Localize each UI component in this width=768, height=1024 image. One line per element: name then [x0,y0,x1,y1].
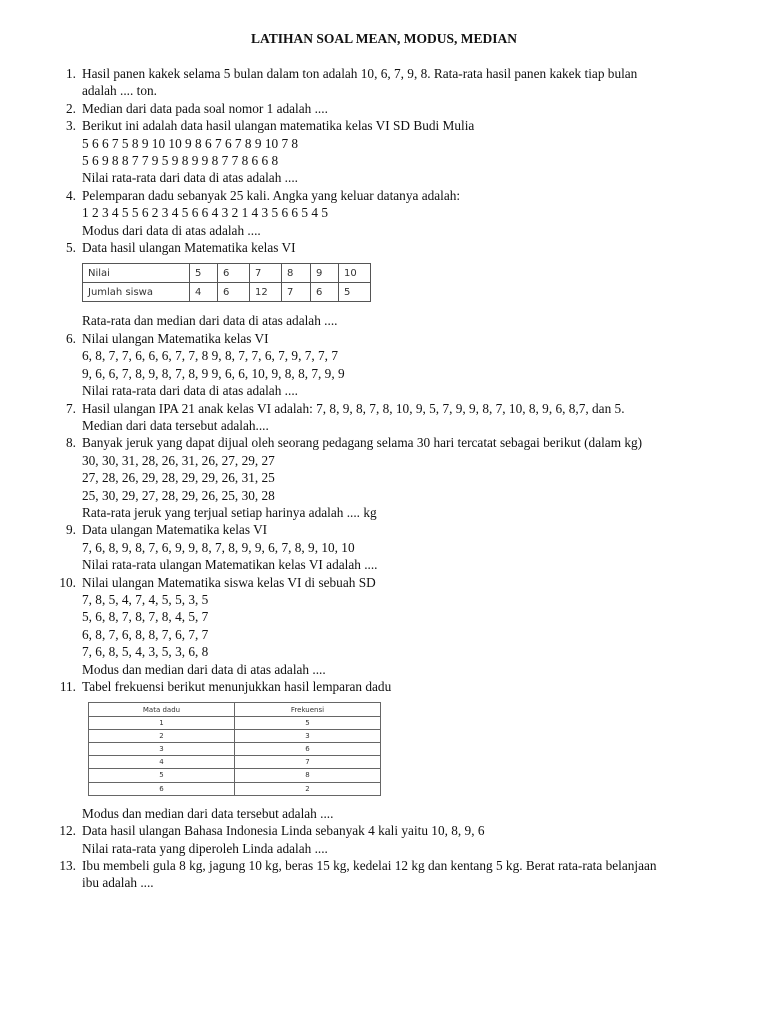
table-cell: 7 [282,283,311,302]
question-prompt: Modus dan median dari data tersebut adalah .... [82,805,334,821]
question-list [48,65,748,892]
data-line: 6, 8, 7, 7, 6, 6, 6, 7, 7, 8 9, 8, 7, 7, 6, 7, 9, 7, 7, 7 [82,348,338,364]
table-row [89,769,381,782]
data-line: 6, 8, 7, 6, 8, 8, 7, 6, 7, 7 [82,626,209,642]
question-9 [48,521,748,573]
question-text: Data ulangan Matematika kelas VI [82,522,268,538]
table-cell: 4 [190,283,218,302]
table-header-cell: Mata dadu [89,703,235,716]
question-text: adalah .... ton. [82,83,157,99]
table-row [83,264,371,283]
table-cell: 6 [235,742,381,755]
table-cell: 2 [235,782,381,795]
question-text: Pelemparan dadu sebanyak 25 kali. Angka yang keluar datanya adalah: [82,187,461,203]
question-text: ibu adalah .... [82,875,154,891]
question-prompt: Nilai rata-rata yang diperoleh Linda adalah .... [82,840,328,856]
table-cell: 1 [89,716,235,729]
table-cell: 5 [235,716,381,729]
question-prompt: Nilai rata-rata ulangan Matematikan kelas VI adalah .... [82,557,378,573]
table-cell: 7 [250,264,282,283]
data-line: 9, 6, 6, 7, 8, 9, 8, 7, 8, 9 9, 6, 6, 10, 9, 8, 8, 7, 9, 9 [82,365,345,381]
question-prompt: Nilai rata-rata dari data di atas adalah .... [82,383,298,399]
question-5 [48,239,748,330]
table-cell: 5 [190,264,218,283]
question-10 [48,574,748,678]
table-cell: 12 [250,283,282,302]
data-line: 7, 8, 5, 4, 7, 4, 5, 5, 3, 5 [82,591,209,607]
table-row [89,742,381,755]
question-prompt: Rata-rata jeruk yang terjual setiap harinya adalah .... kg [82,504,377,520]
question-number: 8. [66,435,76,451]
table-cell: 4 [89,756,235,769]
question-number: 11. [59,679,76,694]
question-prompt: Modus dari data di atas adalah .... [82,222,261,238]
question-text: Ibu membeli gula 8 kg, jagung 10 kg, beras 15 kg, kedelai 12 kg dan kentang 5 kg. Berat rata-rata belanjaan [82,857,657,873]
question-number: 12. [59,823,76,839]
data-line: 5 6 9 8 8 7 7 9 5 9 8 9 9 8 7 7 8 6 6 8 [82,153,279,169]
question-number: 3. [66,118,76,134]
question-number: 13. [59,857,76,873]
table-row [83,283,371,302]
question-13 [48,857,748,892]
frequency-table [88,702,381,795]
data-line: 30, 30, 31, 28, 26, 31, 26, 27, 29, 27 [82,452,275,468]
question-4 [48,187,748,239]
question-8 [48,434,748,521]
table-header-cell: Nilai [83,264,190,283]
question-prompt: Nilai rata-rata dari data di atas adalah .... [82,170,298,186]
question-number: 9. [66,522,76,538]
table-cell: 2 [89,729,235,742]
question-text: Berikut ini adalah data hasil ulangan matematika kelas VI SD Budi Mulia [82,118,475,134]
question-number: 5. [66,240,76,256]
data-line: 7, 6, 8, 5, 4, 3, 5, 3, 6, 8 [82,644,209,660]
question-number: 7. [66,400,76,416]
data-line: 7, 6, 8, 9, 8, 7, 6, 9, 9, 8, 7, 8, 9, 9, 6, 7, 8, 9, 10, 10 [82,539,355,555]
question-12 [48,822,748,857]
question-11 [48,678,748,822]
question-number: 10. [59,574,76,590]
question-1 [48,65,748,100]
question-text: Hasil ulangan IPA 21 anak kelas VI adalah: 7, 8, 9, 8, 7, 8, 10, 9, 5, 7, 9, 9, 8, 7, 10, 8, 9, 6, 8,7, dan 5. [82,400,625,416]
question-text: Data hasil ulangan Matematika kelas VI [82,240,296,256]
table-cell: 5 [339,283,371,302]
table-cell: 3 [235,729,381,742]
data-line: 5 6 6 7 5 8 9 10 10 9 8 6 7 6 7 8 9 10 7 8 [82,135,299,151]
question-number: 2. [66,100,76,116]
question-text: Hasil panen kakek selama 5 bulan dalam ton adalah 10, 6, 7, 9, 8. Rata-rata hasil panen kakek tiap bulan [82,66,638,81]
question-number: 1. [66,66,76,81]
question-prompt: Rata-rata dan median dari data di atas adalah .... [82,313,338,329]
data-line: 25, 30, 29, 27, 28, 29, 26, 25, 30, 28 [82,487,275,503]
data-line: 1 2 3 4 5 5 6 2 3 4 5 6 6 4 3 2 1 4 3 5 6 6 5 4 5 [82,205,328,221]
table-cell: 6 [89,782,235,795]
table-cell: 6 [218,283,250,302]
table-cell: 10 [339,264,371,283]
score-table [82,263,371,302]
question-7 [48,400,748,435]
table-header-cell: Frekuensi [235,703,381,716]
table-header-cell: Jumlah siswa [83,283,190,302]
question-6 [48,330,748,400]
table-cell: 6 [218,264,250,283]
page-title: LATIHAN SOAL MEAN, MODUS, MEDIAN [250,31,518,46]
question-2 [48,100,748,117]
table-cell: 9 [311,264,339,283]
question-3 [48,117,748,187]
table-header-row [89,703,381,716]
question-prompt: Median dari data tersebut adalah.... [82,417,269,433]
table-row [89,716,381,729]
table-cell: 6 [311,283,339,302]
table-row [89,756,381,769]
table-cell: 8 [282,264,311,283]
question-text: Banyak jeruk yang dapat dijual oleh seorang pedagang selama 30 hari tercatat sebagai berikut (dalam kg) [82,435,643,451]
data-line: 27, 28, 26, 29, 28, 29, 29, 26, 31, 25 [82,470,275,486]
question-text: Nilai ulangan Matematika kelas VI [82,330,269,346]
table-row [89,782,381,795]
data-line: 5, 6, 8, 7, 8, 7, 8, 4, 5, 7 [82,609,209,625]
question-text: Data hasil ulangan Bahasa Indonesia Linda sebanyak 4 kali yaitu 10, 8, 9, 6 [82,823,485,839]
question-text: Median dari data pada soal nomor 1 adalah .... [82,100,328,116]
question-prompt: Modus dan median dari data di atas adalah .... [82,661,326,677]
table-cell: 7 [235,756,381,769]
table-cell: 3 [89,742,235,755]
question-number: 6. [66,330,76,346]
table-row [89,729,381,742]
question-number: 4. [66,187,76,203]
question-text: Tabel frekuensi berikut menunjukkan hasil lemparan dadu [82,679,392,694]
table-cell: 8 [235,769,381,782]
question-text: Nilai ulangan Matematika siswa kelas VI di sebuah SD [82,574,376,590]
table-cell: 5 [89,769,235,782]
